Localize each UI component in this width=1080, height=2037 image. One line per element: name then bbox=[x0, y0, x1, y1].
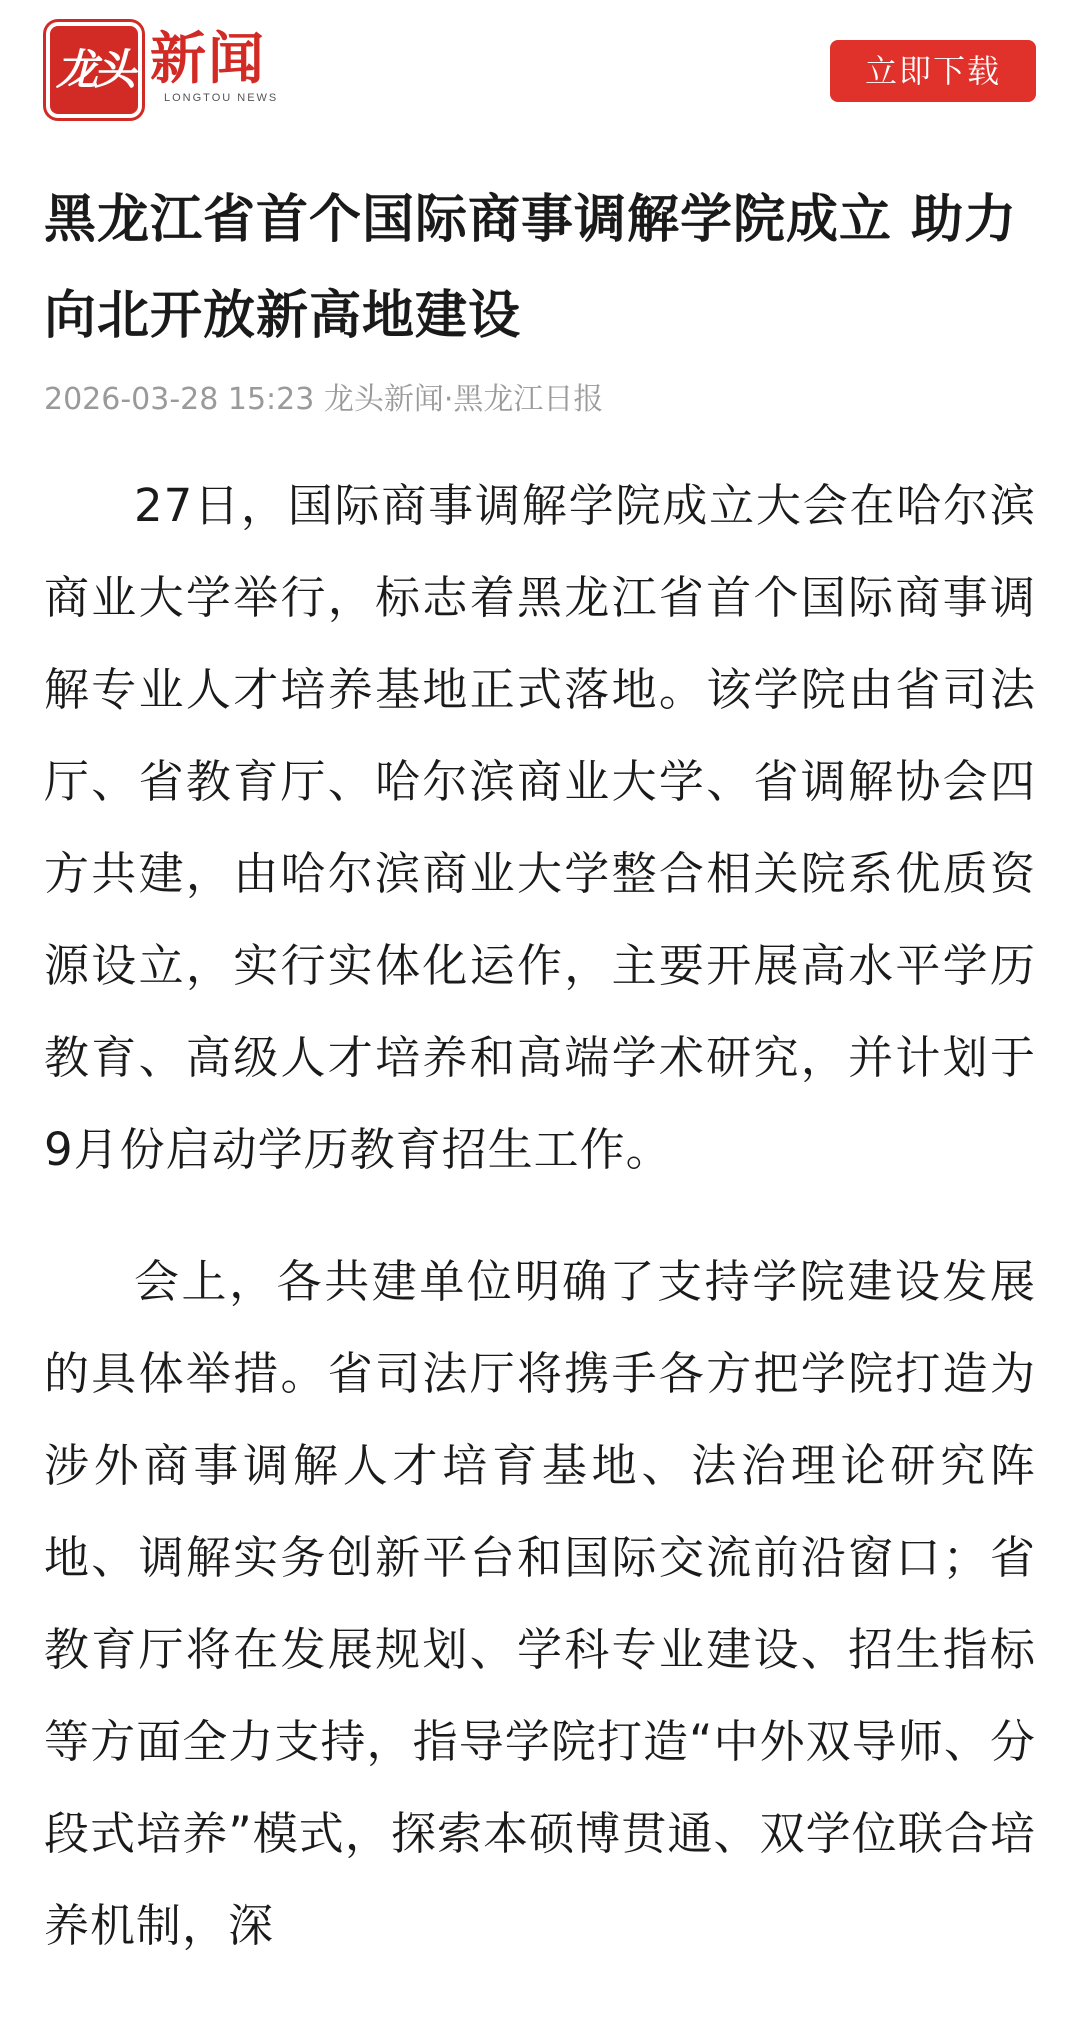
longtou-news-logo[interactable] bbox=[50, 26, 310, 114]
logo-mark-text: 龙头 bbox=[55, 45, 132, 94]
article-body bbox=[44, 460, 1036, 2012]
logo-title: 新闻 bbox=[150, 27, 266, 92]
article-paragraph: 27日，国际商事调解学院成立大会在哈尔滨商业大学举行，标志着黑龙江省首个国际商事调解专业人才培养基地正式落地。该学院由省司法厅、省教育厅、哈尔滨商业大学、省调解协会四方共建，由哈尔滨商业大学整合相关院系优质资源设立，实行实体化运作，主要开展高水平学历教育、高级人才培养和高端学术研究，并计划于9月份启动学历教育招生工作。 bbox=[44, 479, 1036, 1176]
article-title: 黑龙江省首个国际商事调解学院成立 助力向北开放新高地建设 bbox=[44, 190, 1018, 346]
app-header bbox=[0, 0, 1080, 140]
download-app-button[interactable]: 立即下载 bbox=[830, 40, 1036, 102]
article-meta: 2026-03-28 15:23 龙头新闻·黑龙江日报 bbox=[44, 382, 604, 417]
article-paragraph: 会上，各共建单位明确了支持学院建设发展的具体举措。省司法厅将携手各方把学院打造为涉外商事调解人才培育基地、法治理论研究阵地、调解实务创新平台和国际交流前沿窗口；省教育厅将在发展规划、学科专业建设、招生指标等方面全力支持，指导学院打造“中外双导师、分段式培养”模式，探索本硕博贯通、双学位联合培养机制，深 bbox=[44, 1255, 1036, 1952]
logo-subtitle: LONGTOU NEWS bbox=[164, 92, 279, 104]
